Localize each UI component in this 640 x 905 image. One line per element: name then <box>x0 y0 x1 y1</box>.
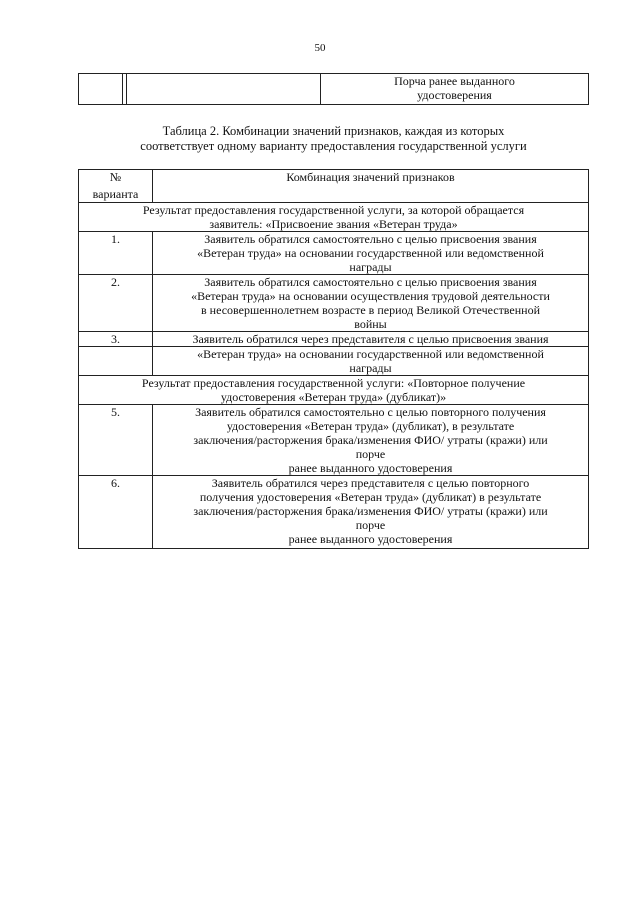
table-caption <box>78 124 589 154</box>
section-row <box>79 203 589 232</box>
row-line: удостоверения «Ветеран труда» (дубликат), в результате <box>226 419 515 433</box>
section-text: Результат предоставления государственной услуги: «Повторное получение <box>141 376 526 390</box>
row-number: 3. <box>79 332 153 347</box>
row-line: ранее выданного удостоверения <box>288 461 453 475</box>
row-text <box>153 232 589 275</box>
table-cell <box>127 74 321 105</box>
continuation-table <box>78 73 589 105</box>
row-line: получения удостоверения «Ветеран труда» (дубликат) в результате <box>199 490 542 504</box>
section-text: заявитель: «Присвоение звания «Ветеран труда» <box>209 217 458 231</box>
row-text <box>153 347 589 376</box>
table-row <box>79 405 589 476</box>
row-line: войны <box>354 317 387 331</box>
row-line: награды <box>349 361 392 375</box>
row-line: награды <box>349 260 392 274</box>
table-row <box>79 476 589 549</box>
combinations-table <box>78 169 589 549</box>
row-text <box>153 476 589 549</box>
header-text: варианта <box>92 187 139 201</box>
row-line: Заявитель обратился через представителя с целью повторного <box>211 476 530 490</box>
cell-text: Порча ранее выданного <box>394 74 515 88</box>
header-text: Комбинация значений признаков <box>286 170 455 184</box>
row-number: 2. <box>79 275 153 332</box>
table-cell <box>79 74 123 105</box>
table-row <box>79 232 589 275</box>
row-line: «Ветеран труда» на основании осуществления трудовой деятельности <box>191 289 550 303</box>
table-row <box>79 332 589 347</box>
section-row <box>79 376 589 405</box>
row-line: Заявитель обратился через представителя с целью присвоения звания <box>192 332 549 346</box>
row-text <box>153 332 589 347</box>
table-row <box>79 275 589 332</box>
caption-line: соответствует одному варианту предоставления государственной услуги <box>140 139 527 153</box>
row-line: Заявитель обратился самостоятельно с целью повторного получения <box>195 405 546 419</box>
row-line: заключения/расторжения брака/изменения ФИО/ утраты (кражи) или <box>193 504 548 518</box>
row-line: Заявитель обратился самостоятельно с целью присвоения звания <box>204 275 537 289</box>
table-row <box>79 347 589 376</box>
row-line: порче <box>355 447 386 461</box>
row-number: 6. <box>79 476 153 549</box>
row-line: «Ветеран труда» на основании государственной или ведомственной <box>197 347 544 361</box>
header-cell-combination <box>153 170 589 203</box>
table-row <box>79 74 589 105</box>
row-number: 1. <box>79 232 153 275</box>
row-number: 5. <box>79 405 153 476</box>
row-number <box>79 347 153 376</box>
page-number: 50 <box>314 42 326 54</box>
header-row <box>79 170 589 203</box>
cell-text: удостоверения <box>417 88 492 102</box>
section-title <box>79 376 589 405</box>
section-text: Результат предоставления государственной услуги, за которой обращается <box>142 203 525 217</box>
row-text <box>153 405 589 476</box>
table-cell <box>321 74 589 105</box>
row-text <box>153 275 589 332</box>
row-line: заключения/расторжения брака/изменения ФИО/ утраты (кражи) или <box>193 433 548 447</box>
caption-line: Таблица 2. Комбинации значений признаков, каждая из которых <box>162 124 505 138</box>
section-text: удостоверения «Ветеран труда» (дубликат)» <box>220 390 447 404</box>
row-line: в несовершеннолетнем возрасте в период Великой Отечественной <box>201 303 540 317</box>
header-cell-number <box>79 170 153 203</box>
row-line: «Ветеран труда» на основании государственной или ведомственной <box>197 246 544 260</box>
row-line: Заявитель обратился самостоятельно с целью присвоения звания <box>204 232 537 246</box>
section-title <box>79 203 589 232</box>
row-line: ранее выданного удостоверения <box>288 532 453 546</box>
header-text: № <box>109 170 122 184</box>
row-line: порче <box>355 518 386 532</box>
